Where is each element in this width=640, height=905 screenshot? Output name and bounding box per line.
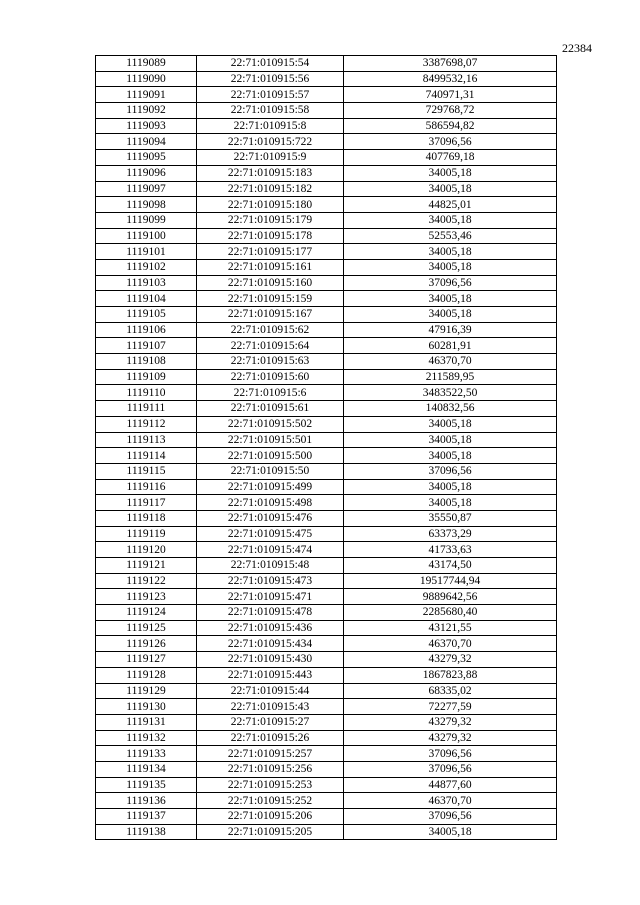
table-row: [96, 338, 557, 354]
cadastral-number-cell: 22:71:010915:205: [197, 824, 344, 840]
table-row: [96, 87, 557, 103]
cadastral-number-cell: 22:71:010915:502: [197, 416, 344, 432]
table-row: [96, 809, 557, 825]
row-number-cell: 1119122: [96, 573, 197, 589]
table-row: [96, 150, 557, 166]
table-row: [96, 605, 557, 621]
value-cell: 140832,56: [344, 401, 557, 417]
table-row: [96, 401, 557, 417]
cadastral-number-cell: 22:71:010915:252: [197, 793, 344, 809]
value-cell: 44877,60: [344, 777, 557, 793]
cadastral-number-cell: 22:71:010915:57: [197, 87, 344, 103]
row-number-cell: 1119129: [96, 683, 197, 699]
cadastral-number-cell: 22:71:010915:27: [197, 714, 344, 730]
value-cell: 37096,56: [344, 809, 557, 825]
value-cell: 43279,32: [344, 714, 557, 730]
row-number-cell: 1119109: [96, 369, 197, 385]
cadastral-number-cell: 22:71:010915:177: [197, 244, 344, 260]
table-row: [96, 761, 557, 777]
table-row: [96, 714, 557, 730]
value-cell: 52553,46: [344, 228, 557, 244]
cadastral-number-cell: 22:71:010915:180: [197, 197, 344, 213]
table-row: [96, 369, 557, 385]
value-cell: 34005,18: [344, 165, 557, 181]
value-cell: 740971,31: [344, 87, 557, 103]
value-cell: 37096,56: [344, 134, 557, 150]
row-number-cell: 1119115: [96, 463, 197, 479]
cadastral-number-cell: 22:71:010915:6: [197, 385, 344, 401]
value-cell: 34005,18: [344, 212, 557, 228]
table-row: [96, 793, 557, 809]
cadastral-number-cell: 22:71:010915:179: [197, 212, 344, 228]
page-number: 22384: [562, 41, 592, 55]
row-number-cell: 1119138: [96, 824, 197, 840]
data-table: [95, 55, 557, 840]
value-cell: 34005,18: [344, 291, 557, 307]
table-row: [96, 526, 557, 542]
table-row: [96, 746, 557, 762]
row-number-cell: 1119105: [96, 307, 197, 323]
value-cell: 211589,95: [344, 369, 557, 385]
table-row: [96, 385, 557, 401]
row-number-cell: 1119124: [96, 605, 197, 621]
cadastral-number-cell: 22:71:010915:498: [197, 495, 344, 511]
value-cell: 34005,18: [344, 448, 557, 464]
row-number-cell: 1119125: [96, 620, 197, 636]
value-cell: 47916,39: [344, 322, 557, 338]
row-number-cell: 1119102: [96, 259, 197, 275]
row-number-cell: 1119090: [96, 71, 197, 87]
table-row: [96, 620, 557, 636]
row-number-cell: 1119117: [96, 495, 197, 511]
row-number-cell: 1119121: [96, 558, 197, 574]
value-cell: 8499532,16: [344, 71, 557, 87]
table-row: [96, 118, 557, 134]
row-number-cell: 1119128: [96, 667, 197, 683]
cadastral-number-cell: 22:71:010915:43: [197, 699, 344, 715]
table-row: [96, 699, 557, 715]
value-cell: 586594,82: [344, 118, 557, 134]
value-cell: 34005,18: [344, 479, 557, 495]
row-number-cell: 1119097: [96, 181, 197, 197]
cadastral-number-cell: 22:71:010915:183: [197, 165, 344, 181]
value-cell: 46370,70: [344, 793, 557, 809]
table-row: [96, 354, 557, 370]
cadastral-number-cell: 22:71:010915:62: [197, 322, 344, 338]
value-cell: 68335,02: [344, 683, 557, 699]
table-row: [96, 683, 557, 699]
table-row: [96, 165, 557, 181]
cadastral-number-cell: 22:71:010915:44: [197, 683, 344, 699]
cadastral-number-cell: 22:71:010915:63: [197, 354, 344, 370]
row-number-cell: 1119131: [96, 714, 197, 730]
table-row: [96, 558, 557, 574]
value-cell: 19517744,94: [344, 573, 557, 589]
table-row: [96, 636, 557, 652]
table-row: [96, 71, 557, 87]
row-number-cell: 1119098: [96, 197, 197, 213]
cadastral-number-cell: 22:71:010915:436: [197, 620, 344, 636]
row-number-cell: 1119116: [96, 479, 197, 495]
row-number-cell: 1119113: [96, 432, 197, 448]
row-number-cell: 1119093: [96, 118, 197, 134]
cadastral-number-cell: 22:71:010915:501: [197, 432, 344, 448]
row-number-cell: 1119104: [96, 291, 197, 307]
value-cell: 34005,18: [344, 432, 557, 448]
cadastral-number-cell: 22:71:010915:160: [197, 275, 344, 291]
row-number-cell: 1119110: [96, 385, 197, 401]
table-body: [96, 56, 557, 840]
value-cell: 9889642,56: [344, 589, 557, 605]
value-cell: 37096,56: [344, 275, 557, 291]
value-cell: 34005,18: [344, 495, 557, 511]
table-row: [96, 181, 557, 197]
row-number-cell: 1119108: [96, 354, 197, 370]
value-cell: 3483522,50: [344, 385, 557, 401]
cadastral-number-cell: 22:71:010915:499: [197, 479, 344, 495]
table-row: [96, 573, 557, 589]
cadastral-number-cell: 22:71:010915:476: [197, 510, 344, 526]
value-cell: 63373,29: [344, 526, 557, 542]
row-number-cell: 1119132: [96, 730, 197, 746]
value-cell: 2285680,40: [344, 605, 557, 621]
table-row: [96, 322, 557, 338]
table-row: [96, 667, 557, 683]
value-cell: 34005,18: [344, 244, 557, 260]
row-number-cell: 1119103: [96, 275, 197, 291]
table-row: [96, 259, 557, 275]
row-number-cell: 1119089: [96, 56, 197, 72]
row-number-cell: 1119095: [96, 150, 197, 166]
table-row: [96, 244, 557, 260]
value-cell: 43121,55: [344, 620, 557, 636]
row-number-cell: 1119134: [96, 761, 197, 777]
table-row: [96, 275, 557, 291]
value-cell: 35550,87: [344, 510, 557, 526]
value-cell: 729768,72: [344, 103, 557, 119]
value-cell: 37096,56: [344, 463, 557, 479]
value-cell: 43279,32: [344, 730, 557, 746]
table-row: [96, 542, 557, 558]
row-number-cell: 1119127: [96, 652, 197, 668]
row-number-cell: 1119114: [96, 448, 197, 464]
cadastral-number-cell: 22:71:010915:56: [197, 71, 344, 87]
cadastral-number-cell: 22:71:010915:50: [197, 463, 344, 479]
row-number-cell: 1119101: [96, 244, 197, 260]
cadastral-number-cell: 22:71:010915:161: [197, 259, 344, 275]
value-cell: 46370,70: [344, 354, 557, 370]
cadastral-number-cell: 22:71:010915:159: [197, 291, 344, 307]
cadastral-number-cell: 22:71:010915:500: [197, 448, 344, 464]
value-cell: 37096,56: [344, 761, 557, 777]
cadastral-number-cell: 22:71:010915:58: [197, 103, 344, 119]
cadastral-number-cell: 22:71:010915:48: [197, 558, 344, 574]
value-cell: 34005,18: [344, 307, 557, 323]
row-number-cell: 1119096: [96, 165, 197, 181]
cadastral-number-cell: 22:71:010915:256: [197, 761, 344, 777]
cadastral-number-cell: 22:71:010915:167: [197, 307, 344, 323]
row-number-cell: 1119123: [96, 589, 197, 605]
table-row: [96, 589, 557, 605]
value-cell: 41733,63: [344, 542, 557, 558]
value-cell: 34005,18: [344, 181, 557, 197]
row-number-cell: 1119119: [96, 526, 197, 542]
cadastral-number-cell: 22:71:010915:434: [197, 636, 344, 652]
table-row: [96, 495, 557, 511]
cadastral-number-cell: 22:71:010915:26: [197, 730, 344, 746]
cadastral-number-cell: 22:71:010915:257: [197, 746, 344, 762]
cadastral-number-cell: 22:71:010915:478: [197, 605, 344, 621]
value-cell: 43279,32: [344, 652, 557, 668]
cadastral-number-cell: 22:71:010915:473: [197, 573, 344, 589]
row-number-cell: 1119126: [96, 636, 197, 652]
cadastral-number-cell: 22:71:010915:54: [197, 56, 344, 72]
cadastral-number-cell: 22:71:010915:722: [197, 134, 344, 150]
cadastral-number-cell: 22:71:010915:64: [197, 338, 344, 354]
table-row: [96, 56, 557, 72]
value-cell: 43174,50: [344, 558, 557, 574]
table-row: [96, 432, 557, 448]
table-row: [96, 652, 557, 668]
cadastral-number-cell: 22:71:010915:475: [197, 526, 344, 542]
table-row: [96, 777, 557, 793]
row-number-cell: 1119137: [96, 809, 197, 825]
table-row: [96, 291, 557, 307]
value-cell: 37096,56: [344, 746, 557, 762]
table-row: [96, 103, 557, 119]
value-cell: 407769,18: [344, 150, 557, 166]
cadastral-number-cell: 22:71:010915:182: [197, 181, 344, 197]
row-number-cell: 1119091: [96, 87, 197, 103]
row-number-cell: 1119100: [96, 228, 197, 244]
row-number-cell: 1119106: [96, 322, 197, 338]
table-row: [96, 510, 557, 526]
table-row: [96, 228, 557, 244]
value-cell: 34005,18: [344, 416, 557, 432]
cadastral-number-cell: 22:71:010915:253: [197, 777, 344, 793]
cadastral-number-cell: 22:71:010915:60: [197, 369, 344, 385]
cadastral-number-cell: 22:71:010915:471: [197, 589, 344, 605]
row-number-cell: 1119118: [96, 510, 197, 526]
table-row: [96, 479, 557, 495]
value-cell: 46370,70: [344, 636, 557, 652]
cadastral-number-cell: 22:71:010915:178: [197, 228, 344, 244]
cadastral-number-cell: 22:71:010915:430: [197, 652, 344, 668]
row-number-cell: 1119099: [96, 212, 197, 228]
cadastral-number-cell: 22:71:010915:474: [197, 542, 344, 558]
table-row: [96, 463, 557, 479]
table-row: [96, 197, 557, 213]
value-cell: 34005,18: [344, 824, 557, 840]
value-cell: 44825,01: [344, 197, 557, 213]
table-row: [96, 448, 557, 464]
cadastral-number-cell: 22:71:010915:9: [197, 150, 344, 166]
row-number-cell: 1119112: [96, 416, 197, 432]
row-number-cell: 1119136: [96, 793, 197, 809]
value-cell: 72277,59: [344, 699, 557, 715]
table-row: [96, 824, 557, 840]
cadastral-number-cell: 22:71:010915:443: [197, 667, 344, 683]
table-row: [96, 307, 557, 323]
cadastral-number-cell: 22:71:010915:206: [197, 809, 344, 825]
table-row: [96, 212, 557, 228]
value-cell: 60281,91: [344, 338, 557, 354]
row-number-cell: 1119111: [96, 401, 197, 417]
value-cell: 34005,18: [344, 259, 557, 275]
table-row: [96, 134, 557, 150]
row-number-cell: 1119094: [96, 134, 197, 150]
cadastral-number-cell: 22:71:010915:61: [197, 401, 344, 417]
row-number-cell: 1119130: [96, 699, 197, 715]
table-row: [96, 416, 557, 432]
row-number-cell: 1119120: [96, 542, 197, 558]
value-cell: 1867823,88: [344, 667, 557, 683]
row-number-cell: 1119135: [96, 777, 197, 793]
row-number-cell: 1119092: [96, 103, 197, 119]
cadastral-number-cell: 22:71:010915:8: [197, 118, 344, 134]
row-number-cell: 1119133: [96, 746, 197, 762]
row-number-cell: 1119107: [96, 338, 197, 354]
value-cell: 3387698,07: [344, 56, 557, 72]
table-row: [96, 730, 557, 746]
